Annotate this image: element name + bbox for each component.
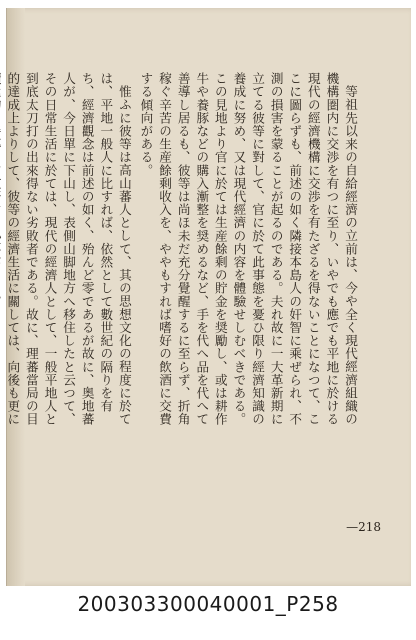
book-page — [6, 8, 411, 586]
page-number: —218 — [346, 520, 381, 534]
vertical-text-body — [0, 72, 359, 432]
paragraph-2: 惟ふに彼等は高山蕃人として、其の思想文化の程度に於ては、平地一般人に比すれば、依然として數世紀の隔りを有ち、經濟觀念は前述の如く、殆んど零であるが故に、奥地蕃人が、今日單に下山し、表側山脚地方へ移住したと云つて、その日常生活に於ては、現代の經濟人として、一般平地人と到底太刀打の出來得ない劣敗者である。故に、理蕃當局の目的達成上よりして、彼等の經濟生活に關しては、向後も更に — [5, 72, 132, 426]
image-caption: 200303300040001_P258 — [77, 592, 339, 616]
paragraph-1: 等祖先以来の自給經濟の立前は、今や全く現代經濟組織の機構圏内に交渉を有つに至り、いやでも應でも平地に於ける現代の經濟機構に交渉を有たざるを得ないことになつて、ここに圖らずも、前述の如く隣接本島人の奸智に乘ぜられ、不測の損害を蒙ることが起るのである。夫れ故に一大革新期に立てる彼等に對して、官に於て此事態を憂ひ限り經濟知識の養成に努め、又は現代經濟の内容を體驗せしむべきである。この見地より官に於ては生産餘剩の貯金を奨勵し、或は耕作牛や養豚などの購入漸整を奨めるなど、手を代へ品を代へて善導し居るも、彼等は尚ほ未だ充分覺醒するに至らず、折角稼ぐ辛苦の生産餘剩收入を、ややもすれば嗜好の飲酒に交費する傾向がある。 — [138, 72, 358, 426]
